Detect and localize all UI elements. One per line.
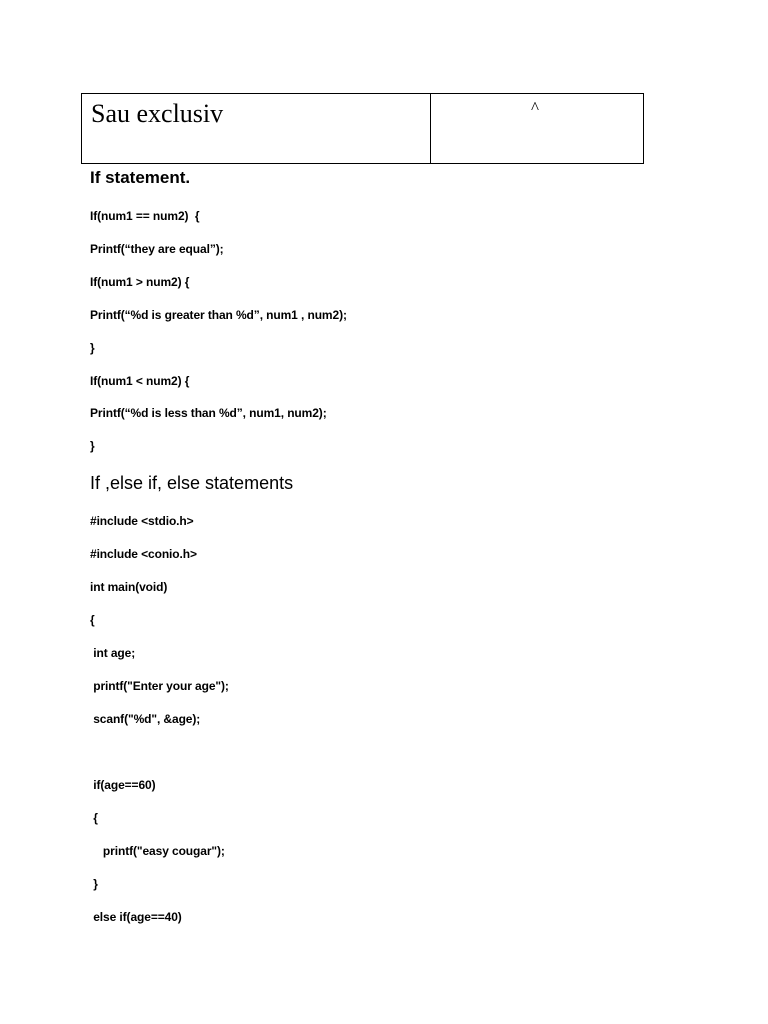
code-line: If(num1 > num2) {	[90, 275, 190, 289]
code-line: If(num1 == num2) {	[90, 209, 200, 223]
code-line: else if(age==40)	[90, 910, 182, 924]
code-line: int age;	[90, 646, 136, 660]
code-line: }	[90, 877, 98, 891]
header-table	[81, 93, 644, 164]
code-line: {	[90, 811, 98, 825]
section-heading-if-statement: If statement.	[90, 168, 191, 187]
header-cell-caret	[431, 94, 643, 163]
code-line: if(age==60)	[90, 778, 156, 792]
code-line: printf("Enter your age");	[90, 679, 229, 693]
caret-symbol: ^	[531, 98, 539, 117]
code-line: #include <conio.h>	[90, 547, 197, 561]
code-line: }	[90, 439, 95, 453]
code-line: printf("easy cougar");	[90, 844, 225, 858]
code-line: Printf(“they are equal”);	[90, 242, 224, 256]
code-line: int main(void)	[90, 580, 168, 594]
code-line: #include <stdio.h>	[90, 514, 194, 528]
code-line: Printf(“%d is less than %d”, num1, num2);	[90, 406, 327, 420]
header-cell-title	[82, 94, 431, 163]
code-line: If(num1 < num2) {	[90, 374, 190, 388]
document-title: Sau exclusiv	[91, 99, 224, 128]
code-line: scanf("%d", &age);	[90, 712, 201, 726]
section-heading-if-else: If ,else if, else statements	[90, 473, 294, 493]
code-line: Printf(“%d is greater than %d”, num1 , num2);	[90, 308, 347, 322]
code-line: }	[90, 341, 95, 355]
code-line: {	[90, 613, 95, 627]
